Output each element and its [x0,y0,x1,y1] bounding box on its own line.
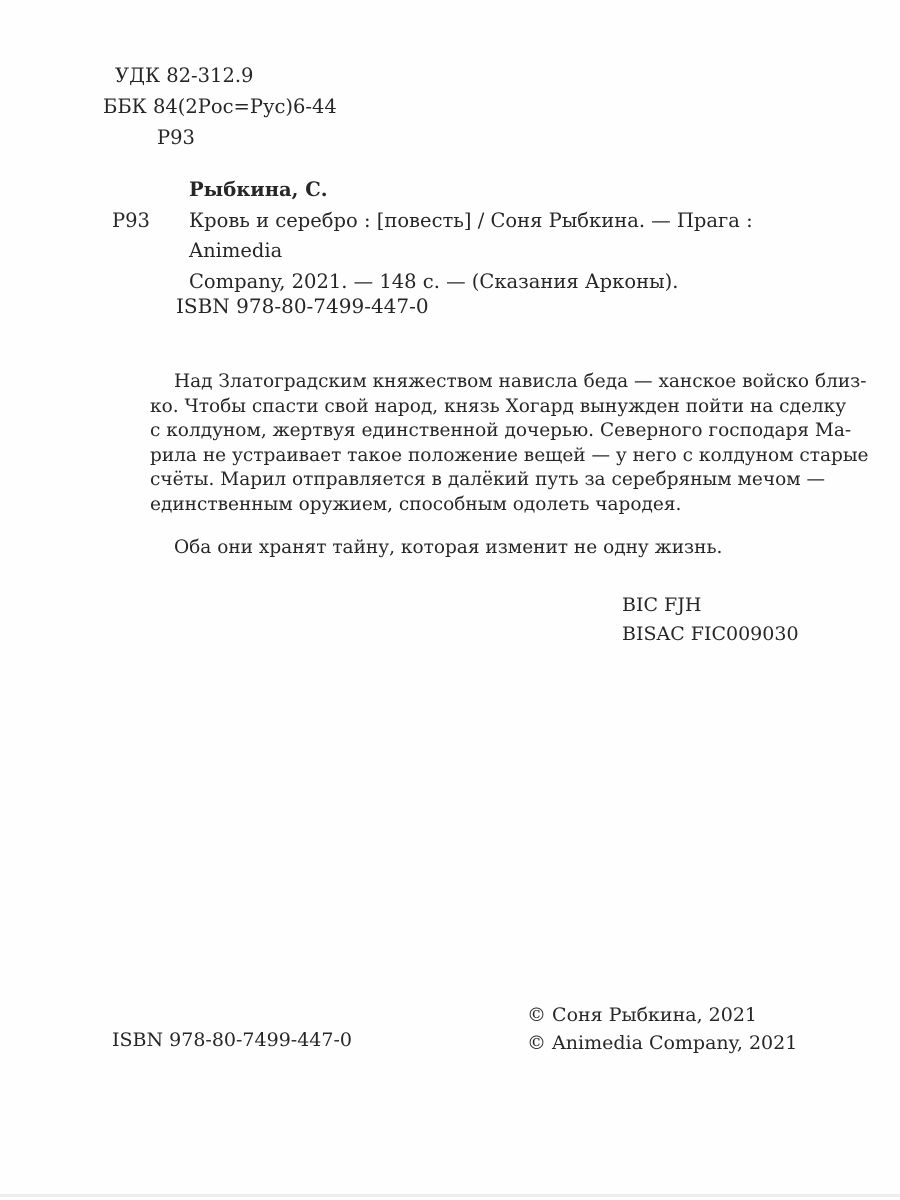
author-sign: Р93 [157,126,195,149]
annotation-line: с колдуном, жертвуя единственной дочерью. Северного господаря Ма- [150,420,852,442]
annotation-line: счёты. Марил отправляется в далёкий путь за серебряным мечом — [150,469,826,491]
catalog-card [112,175,802,297]
annotation-second-paragraph: Оба они хранят тайну, которая изменит не одну жизнь. [174,536,723,558]
annotation-line: ко. Чтобы спасти свой народ, князь Хогард вынужден пойти на сделку [150,395,847,417]
udk-code: УДК 82-312.9 [115,64,254,87]
catalog-entry [112,206,802,298]
annotation-line: рила не устраивает такое положение вещей — у него с колдуном старые [150,444,869,466]
annotation-block [150,370,869,560]
bbk-code: ББК 84(2Рос=Рус)6-44 [103,95,337,118]
catalog-entry-label: Р93 [112,208,150,232]
catalog-entry-line: Company, 2021. — 148 с. — (Сказания Арконы). [189,269,679,293]
bisac-code: BISAC FIC009030 [622,622,799,645]
classification-block [103,60,337,153]
annotation-line: единственным оружием, способным одолеть чародея. [150,493,682,515]
copyright-publisher: © Animedia Company, 2021 [527,1032,798,1055]
catalog-entry-text [189,206,802,298]
isbn-footer: ISBN 978-80-7499-447-0 [112,1029,352,1051]
isbn-catalog: ISBN 978-80-7499-447-0 [176,294,429,318]
copyright-author: © Соня Рыбкина, 2021 [527,1004,758,1026]
annotation-line: Над Златоградским княжеством нависла беда — ханское войско близ- [174,371,867,392]
catalog-author: Рыбкина, С. [189,178,328,201]
trade-codes-block [622,591,799,648]
catalog-entry-line: Кровь и серебро : [повесть] / Соня Рыбкина. — Прага : Animedia [189,208,753,262]
bic-code: BIC FJH [622,594,702,616]
copyright-block [527,1001,797,1058]
scan-edge-artifact [0,1194,900,1197]
